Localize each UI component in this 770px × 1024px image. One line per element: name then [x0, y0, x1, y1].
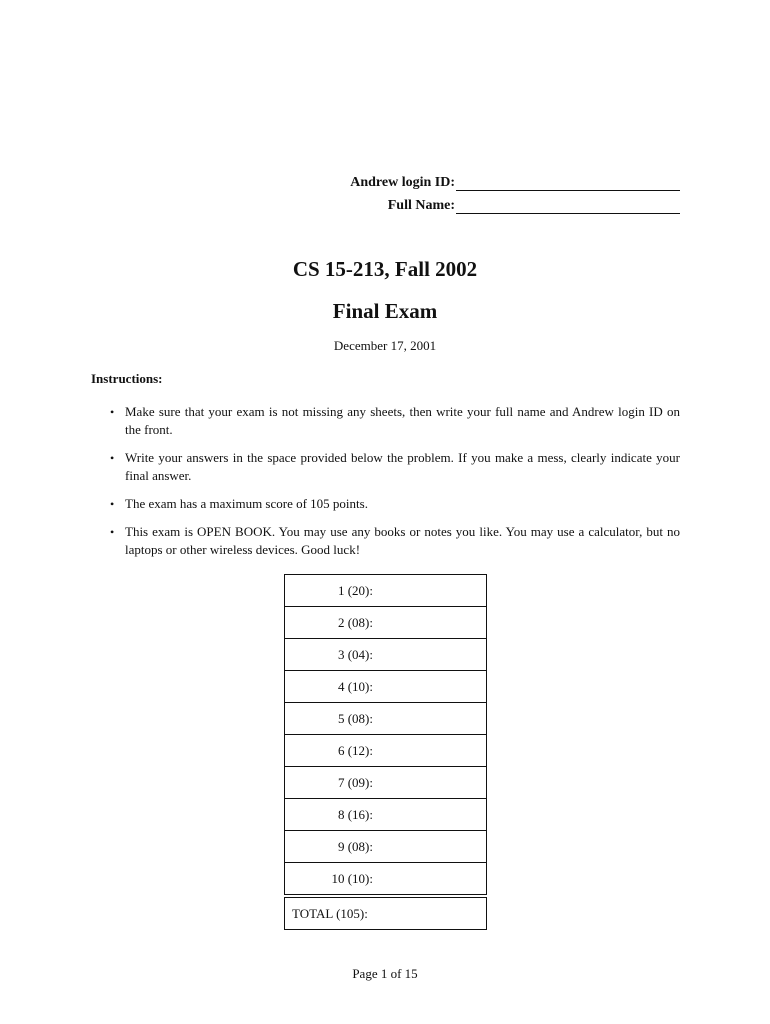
exam-title: Final Exam	[332, 299, 438, 323]
full-name-row	[350, 191, 680, 214]
instruction-text: The exam has a maximum score of 105 points.	[125, 496, 368, 511]
instruction-item	[110, 523, 680, 559]
score-row-label: 3 (04):	[337, 646, 373, 662]
score-row	[285, 703, 486, 735]
score-row-label: 8 (16):	[337, 806, 373, 822]
score-row-label: 9 (08):	[337, 838, 373, 854]
student-id-block	[350, 168, 680, 214]
full-name-label: Full Name:	[387, 198, 455, 213]
instruction-item	[110, 403, 680, 439]
score-row	[285, 639, 486, 671]
login-id-label: Andrew login ID:	[350, 175, 455, 190]
login-id-field[interactable]	[456, 177, 680, 191]
score-row-label: 5 (08):	[337, 710, 373, 726]
instructions-heading: Instructions:	[91, 371, 163, 386]
bullet-icon: •	[110, 497, 115, 511]
exam-date: December 17, 2001	[333, 338, 437, 353]
instruction-text: This exam is OPEN BOOK. You may use any books or notes you like. You may use a calculator, but no laptops or other wireless devices. Good luck!	[125, 524, 680, 557]
score-row	[285, 607, 486, 639]
score-row	[285, 831, 486, 863]
score-row-label: 7 (09):	[337, 774, 373, 790]
instruction-text: Make sure that your exam is not missing any sheets, then write your full name and Andrew login ID on the front.	[125, 404, 680, 437]
instruction-text: Write your answers in the space provided below the problem. If you make a mess, clearly indicate your final answer.	[125, 450, 680, 483]
score-row	[285, 799, 486, 831]
page-number: Page 1 of 15	[352, 966, 418, 981]
score-row	[285, 767, 486, 799]
course-title: CS 15-213, Fall 2002	[292, 257, 478, 281]
score-total-box	[284, 897, 487, 930]
instruction-item	[110, 449, 680, 485]
score-row	[285, 735, 486, 767]
score-row-label: 6 (12):	[337, 742, 373, 758]
score-row-label: 2 (08):	[337, 614, 373, 630]
full-name-field[interactable]	[456, 200, 680, 214]
score-table	[284, 574, 487, 895]
instructions-list	[110, 403, 680, 569]
score-total-label: TOTAL (105):	[292, 905, 368, 921]
login-id-row	[350, 168, 680, 191]
score-row-label: 10 (10):	[331, 870, 373, 886]
score-row	[285, 671, 486, 703]
bullet-icon: •	[110, 451, 115, 465]
score-row-label: 1 (20):	[337, 582, 373, 598]
instruction-item	[110, 495, 680, 513]
bullet-icon: •	[110, 525, 115, 539]
score-row-label: 4 (10):	[337, 678, 373, 694]
score-row	[285, 575, 486, 607]
bullet-icon: •	[110, 405, 115, 419]
score-row	[285, 863, 486, 895]
